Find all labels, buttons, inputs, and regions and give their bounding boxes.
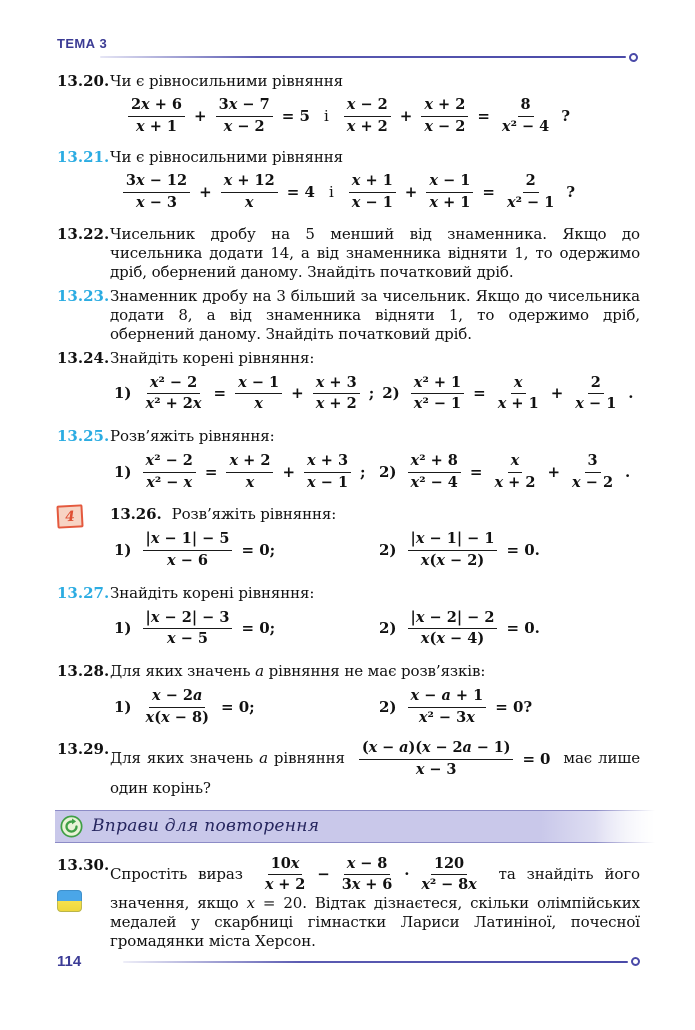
denominator: x² − 8x [421, 876, 477, 894]
denominator: x [245, 473, 255, 491]
fraction [339, 856, 395, 894]
numerator: x + 1 [349, 173, 396, 193]
exercise-13-25 [57, 427, 640, 500]
denominator: x + 1 [497, 395, 539, 413]
math-text: + [291, 384, 304, 403]
fraction [313, 375, 360, 413]
math-text: = 5 [281, 106, 310, 125]
denominator: x(x − 2) [420, 552, 485, 570]
equation-item-1 [110, 375, 378, 413]
exercise-text: Розв’яжіть рівняння: [171, 505, 337, 524]
math-text: = 4 [286, 183, 315, 202]
denominator: x² + 2x [145, 395, 202, 413]
exercise-text: Для яких значень a рівняння не має розв’язків: [110, 662, 486, 681]
fraction [421, 97, 468, 135]
numerator: x² + 8 [408, 453, 461, 473]
fraction [349, 173, 396, 211]
denominator: x(x − 4) [420, 630, 485, 648]
denominator: x² − 1 [413, 395, 462, 413]
fraction [143, 453, 196, 491]
item-label: 2) [379, 697, 397, 716]
denominator: x + 2 [315, 395, 357, 413]
tema-label: ТЕМА 3 [57, 36, 108, 51]
numerator: x² + 1 [411, 375, 464, 395]
math-text: = 0; [241, 619, 276, 638]
repeat-exercises-banner [55, 810, 662, 843]
fraction [143, 531, 233, 569]
fraction [123, 173, 190, 211]
fraction [504, 173, 557, 211]
exercise-text: та знайдіть його значення, якщо x = 20. Відтак дізнаєтеся, скільки олімпійських медалей у скарбниці гімнастки Лариси Латиніної, почесної громадянки міста Херсон. [110, 864, 641, 951]
exercise-number: 13.22. [57, 224, 110, 243]
math-text: = 0? [495, 697, 533, 716]
inline-equation [257, 856, 485, 894]
item-label: 1) [114, 541, 132, 560]
denominator: x² − 4 [501, 117, 550, 135]
fraction [418, 856, 479, 894]
footer-rule-dot [631, 957, 640, 966]
math-text: = [204, 462, 218, 481]
exercise-text: Спростіть вираз [110, 864, 243, 883]
numerator: 2 [523, 173, 539, 193]
exercise-text: Знайдіть корені рівняння: [110, 583, 315, 602]
math-text: + [547, 462, 561, 481]
equation-item-2 [378, 375, 640, 413]
denominator: x + 2 [346, 117, 388, 135]
denominator: x − 2 [223, 117, 265, 135]
math-text: · [404, 865, 410, 884]
numerator: x + 3 [313, 375, 360, 395]
equation-row [57, 97, 640, 135]
item-label: 2) [379, 619, 397, 638]
exercise-13-21 [57, 148, 640, 219]
fraction [221, 173, 278, 211]
equation-item-2 [375, 453, 640, 491]
level-4-badge: 4 [56, 505, 83, 529]
math-word: і [323, 106, 329, 125]
math-text: = [469, 462, 483, 481]
ukraine-flag-icon [57, 890, 82, 912]
equation-row [110, 688, 640, 726]
math-text: ; [368, 384, 375, 403]
numerator: x + 3 [304, 453, 351, 473]
fraction [569, 453, 616, 491]
exercise-13-20 [57, 72, 640, 143]
exercise-13-26 [57, 505, 640, 578]
equation-row [110, 610, 640, 648]
exercise-number: 13.24. [57, 348, 110, 367]
item-label: 2) [382, 384, 400, 403]
exercise-number: 13.28. [57, 662, 110, 681]
item-label: 2) [379, 462, 397, 481]
denominator: x − 2 [424, 117, 466, 135]
denominator: x(x − 8) [145, 708, 209, 726]
denominator: x − 1 [351, 194, 393, 212]
equation-item-1 [110, 610, 375, 648]
exercise-number: 13.29. [57, 740, 110, 759]
math-text: = 0; [220, 697, 255, 716]
numerator: 8 [518, 97, 534, 117]
footer-rule [123, 961, 628, 963]
numerator: |x − 2| − 3 [143, 610, 233, 630]
math-text: = 0. [506, 541, 540, 560]
fraction [344, 97, 391, 135]
exercise-number: 13.23. [57, 286, 110, 305]
equation-item-1 [110, 531, 375, 569]
exercise-number: 13.20. [57, 72, 110, 90]
math-text: + [199, 183, 212, 202]
equation-item-1 [110, 688, 375, 726]
denominator: x + 1 [429, 194, 471, 212]
math-text: − [317, 865, 330, 884]
banner-fade [595, 809, 662, 844]
inline-equation [354, 740, 555, 778]
exercise-text: має лише один корінь? [110, 749, 641, 797]
numerator: x² − 2 [147, 375, 200, 395]
item-label: 1) [114, 697, 132, 716]
exercise-13-28 [57, 662, 640, 735]
numerator: x [508, 453, 523, 473]
fraction [359, 740, 514, 778]
denominator: x − 5 [166, 630, 208, 648]
denominator: x − 3 [415, 761, 457, 779]
equation-row [110, 375, 640, 413]
numerator: 3x − 12 [123, 173, 190, 193]
page-number: 114 [57, 953, 82, 970]
math-text: ? [566, 183, 576, 202]
exercise-text: Знаменник дробу на 3 більший за чисельник. Якщо до чисельника додати 8, а від знаменника відняти 1, то одержимо дріб, обернений даному. Знайдіть початковий дріб. [110, 286, 640, 343]
header-rule [100, 56, 626, 58]
denominator: 3x + 6 [341, 876, 393, 894]
numerator: 2x + 6 [128, 97, 185, 117]
equation-row [57, 173, 640, 211]
exercise-text: Чи є рівносильними рівняння [110, 148, 343, 167]
exercise-text: Чисельник дробу на 5 менший від знаменника. Якщо до чисельника додати 14, а від знаменника відняти 1, то одержимо дріб, обернений даному. Знайдіть початковий дріб. [110, 224, 640, 281]
math-text: ? [561, 106, 571, 125]
fraction [235, 375, 282, 413]
denominator: x [254, 395, 263, 413]
exercise-text: Розв’яжіть рівняння: [110, 427, 275, 446]
fraction [408, 688, 487, 726]
denominator: x − 6 [166, 552, 208, 570]
fraction [143, 610, 233, 648]
item-label: 1) [114, 619, 132, 638]
fraction [499, 97, 552, 135]
numerator: x + 12 [221, 173, 278, 193]
equation-item-2 [375, 688, 640, 726]
fraction [262, 856, 308, 894]
numerator: x² − 2 [143, 453, 196, 473]
fraction [408, 531, 498, 569]
exercise-13-27 [57, 584, 640, 657]
exercise-13-24 [57, 349, 640, 422]
fraction [408, 453, 461, 491]
math-text: = [482, 183, 495, 202]
item-label: 1) [114, 384, 132, 403]
math-text: . [628, 384, 634, 403]
numerator: 3 [585, 453, 601, 473]
math-text: = 0. [506, 619, 540, 638]
math-text: = [477, 106, 490, 125]
numerator: x − a + 1 [408, 688, 487, 708]
fraction [408, 610, 498, 648]
numerator: x − 1 [235, 375, 282, 395]
banner-title: Вправи для повторення [92, 816, 320, 837]
math-text: + [399, 106, 413, 125]
exercise-number: 13.30. [57, 855, 110, 874]
numerator: x [511, 375, 526, 395]
numerator: 3x − 7 [216, 97, 273, 117]
exercise-13-30 [57, 856, 640, 951]
numerator: x + 2 [226, 453, 273, 473]
denominator: x − 1 [307, 473, 349, 491]
denominator: x + 2 [264, 876, 306, 894]
refresh-icon [60, 815, 83, 838]
denominator: x² − 3x [418, 708, 475, 726]
numerator: |x − 1| − 1 [408, 531, 498, 551]
fraction [411, 375, 464, 413]
exercise-text: Чи є рівносильними рівняння [110, 72, 343, 90]
equation-item-2 [375, 531, 640, 569]
denominator: x − 2 [572, 473, 614, 491]
exercise-number: 13.21. [57, 148, 110, 167]
fraction [143, 688, 212, 726]
numerator: 2 [588, 375, 604, 395]
fraction [426, 173, 473, 211]
numerator: x − 2 [344, 97, 391, 117]
equation-row [110, 531, 640, 569]
math-text: = [213, 384, 227, 403]
numerator: 120 [431, 856, 467, 876]
fraction [304, 453, 351, 491]
math-text: + [404, 183, 418, 202]
denominator: x² − x [146, 473, 193, 491]
math-text: = 0; [241, 541, 276, 560]
numerator: x − 1 [426, 173, 473, 193]
fraction [495, 375, 542, 413]
exercise-text: Для яких значень a рівняння [110, 749, 345, 768]
exercise-13-29 [57, 740, 640, 797]
equation-item-2 [375, 610, 640, 648]
item-label: 1) [114, 462, 132, 481]
numerator: x − 8 [344, 856, 390, 876]
math-text: . [625, 462, 631, 481]
math-text: ; [360, 462, 366, 481]
math-text: = 0 [522, 750, 551, 769]
math-text: + [282, 462, 296, 481]
exercise-number: 13.26. [110, 505, 162, 524]
equation-row [110, 453, 640, 491]
denominator: x − 3 [135, 194, 177, 212]
fraction [128, 97, 185, 135]
numerator: |x − 2| − 2 [408, 610, 498, 630]
denominator: x − 1 [575, 395, 617, 413]
numerator: |x − 1| − 5 [143, 531, 233, 551]
denominator: x + 2 [494, 473, 536, 491]
exercise-number: 13.25. [57, 427, 110, 446]
fraction [226, 453, 273, 491]
exercise-text: Знайдіть корені рівняння: [110, 348, 315, 367]
math-text: = [473, 384, 486, 403]
numerator: (x − a)(x − 2a − 1) [359, 740, 514, 760]
numerator: x + 2 [421, 97, 468, 117]
exercise-13-22 [57, 225, 640, 282]
item-label: 2) [379, 541, 397, 560]
numerator: x − 2a [149, 688, 205, 708]
fraction [491, 453, 538, 491]
fraction [143, 375, 205, 413]
numerator: 10x [268, 856, 303, 876]
denominator: x² − 1 [506, 194, 555, 212]
equation-item-1 [110, 453, 375, 491]
header-rule-dot [629, 53, 638, 62]
denominator: x² − 4 [410, 473, 458, 491]
exercise-13-23 [57, 287, 640, 344]
math-word: і [328, 183, 334, 202]
fraction [572, 375, 619, 413]
exercise-number: 13.27. [57, 583, 110, 602]
page-footer [57, 953, 640, 970]
fraction [216, 97, 273, 135]
math-text: + [194, 106, 207, 125]
math-text: + [550, 384, 564, 403]
denominator: x [244, 194, 254, 212]
denominator: x + 1 [135, 117, 177, 135]
